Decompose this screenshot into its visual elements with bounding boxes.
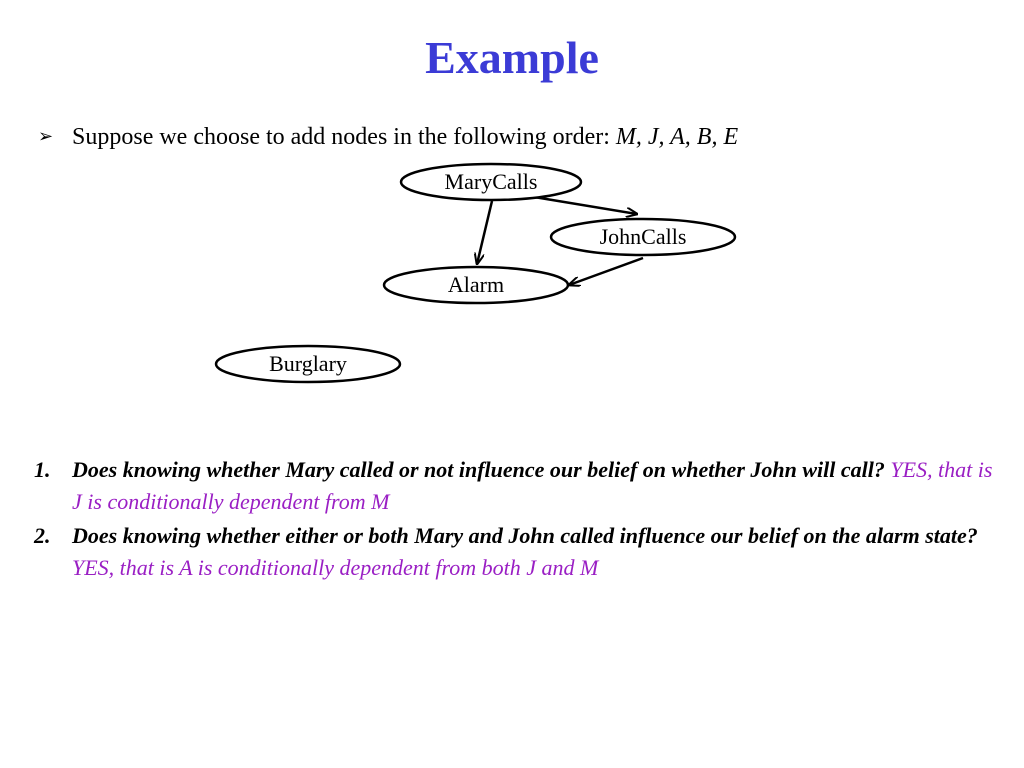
slide-title: Example [425,32,599,83]
question-item [34,520,1004,583]
node-alarm [384,267,568,303]
question-item [34,454,1004,517]
edge-johncalls-alarm [569,258,643,285]
node-marycalls-label: MaryCalls [444,169,538,194]
edge-marycalls-alarm [477,201,492,264]
node-johncalls [551,219,735,255]
question-list [34,454,1004,586]
node-johncalls-label: JohnCalls [599,224,687,249]
node-order: M, J, A, B, E [615,124,739,150]
bullet-sentence: Suppose we choose to add nodes in the following order: [72,124,616,150]
question-text: Does knowing whether either or both Mary and John called influence our belief on the alarm state? [72,523,978,548]
node-alarm-label: Alarm [447,272,505,297]
question-number: 2. [34,523,51,548]
arrow-bullet-icon: ➢ [38,126,54,147]
edge-marycalls-johncalls [528,196,637,214]
answer-text: YES, that is J is conditionally dependent from M [72,457,993,514]
node-burglary-label: Burglary [269,351,347,376]
node-marycalls [401,164,581,200]
node-burglary [216,346,400,382]
question-number: 1. [34,457,51,482]
answer-text: YES, that is A is conditionally dependent from both J and M [72,554,599,580]
question-text: Does knowing whether Mary called or not influence our belief on whether John will call? [72,457,885,482]
